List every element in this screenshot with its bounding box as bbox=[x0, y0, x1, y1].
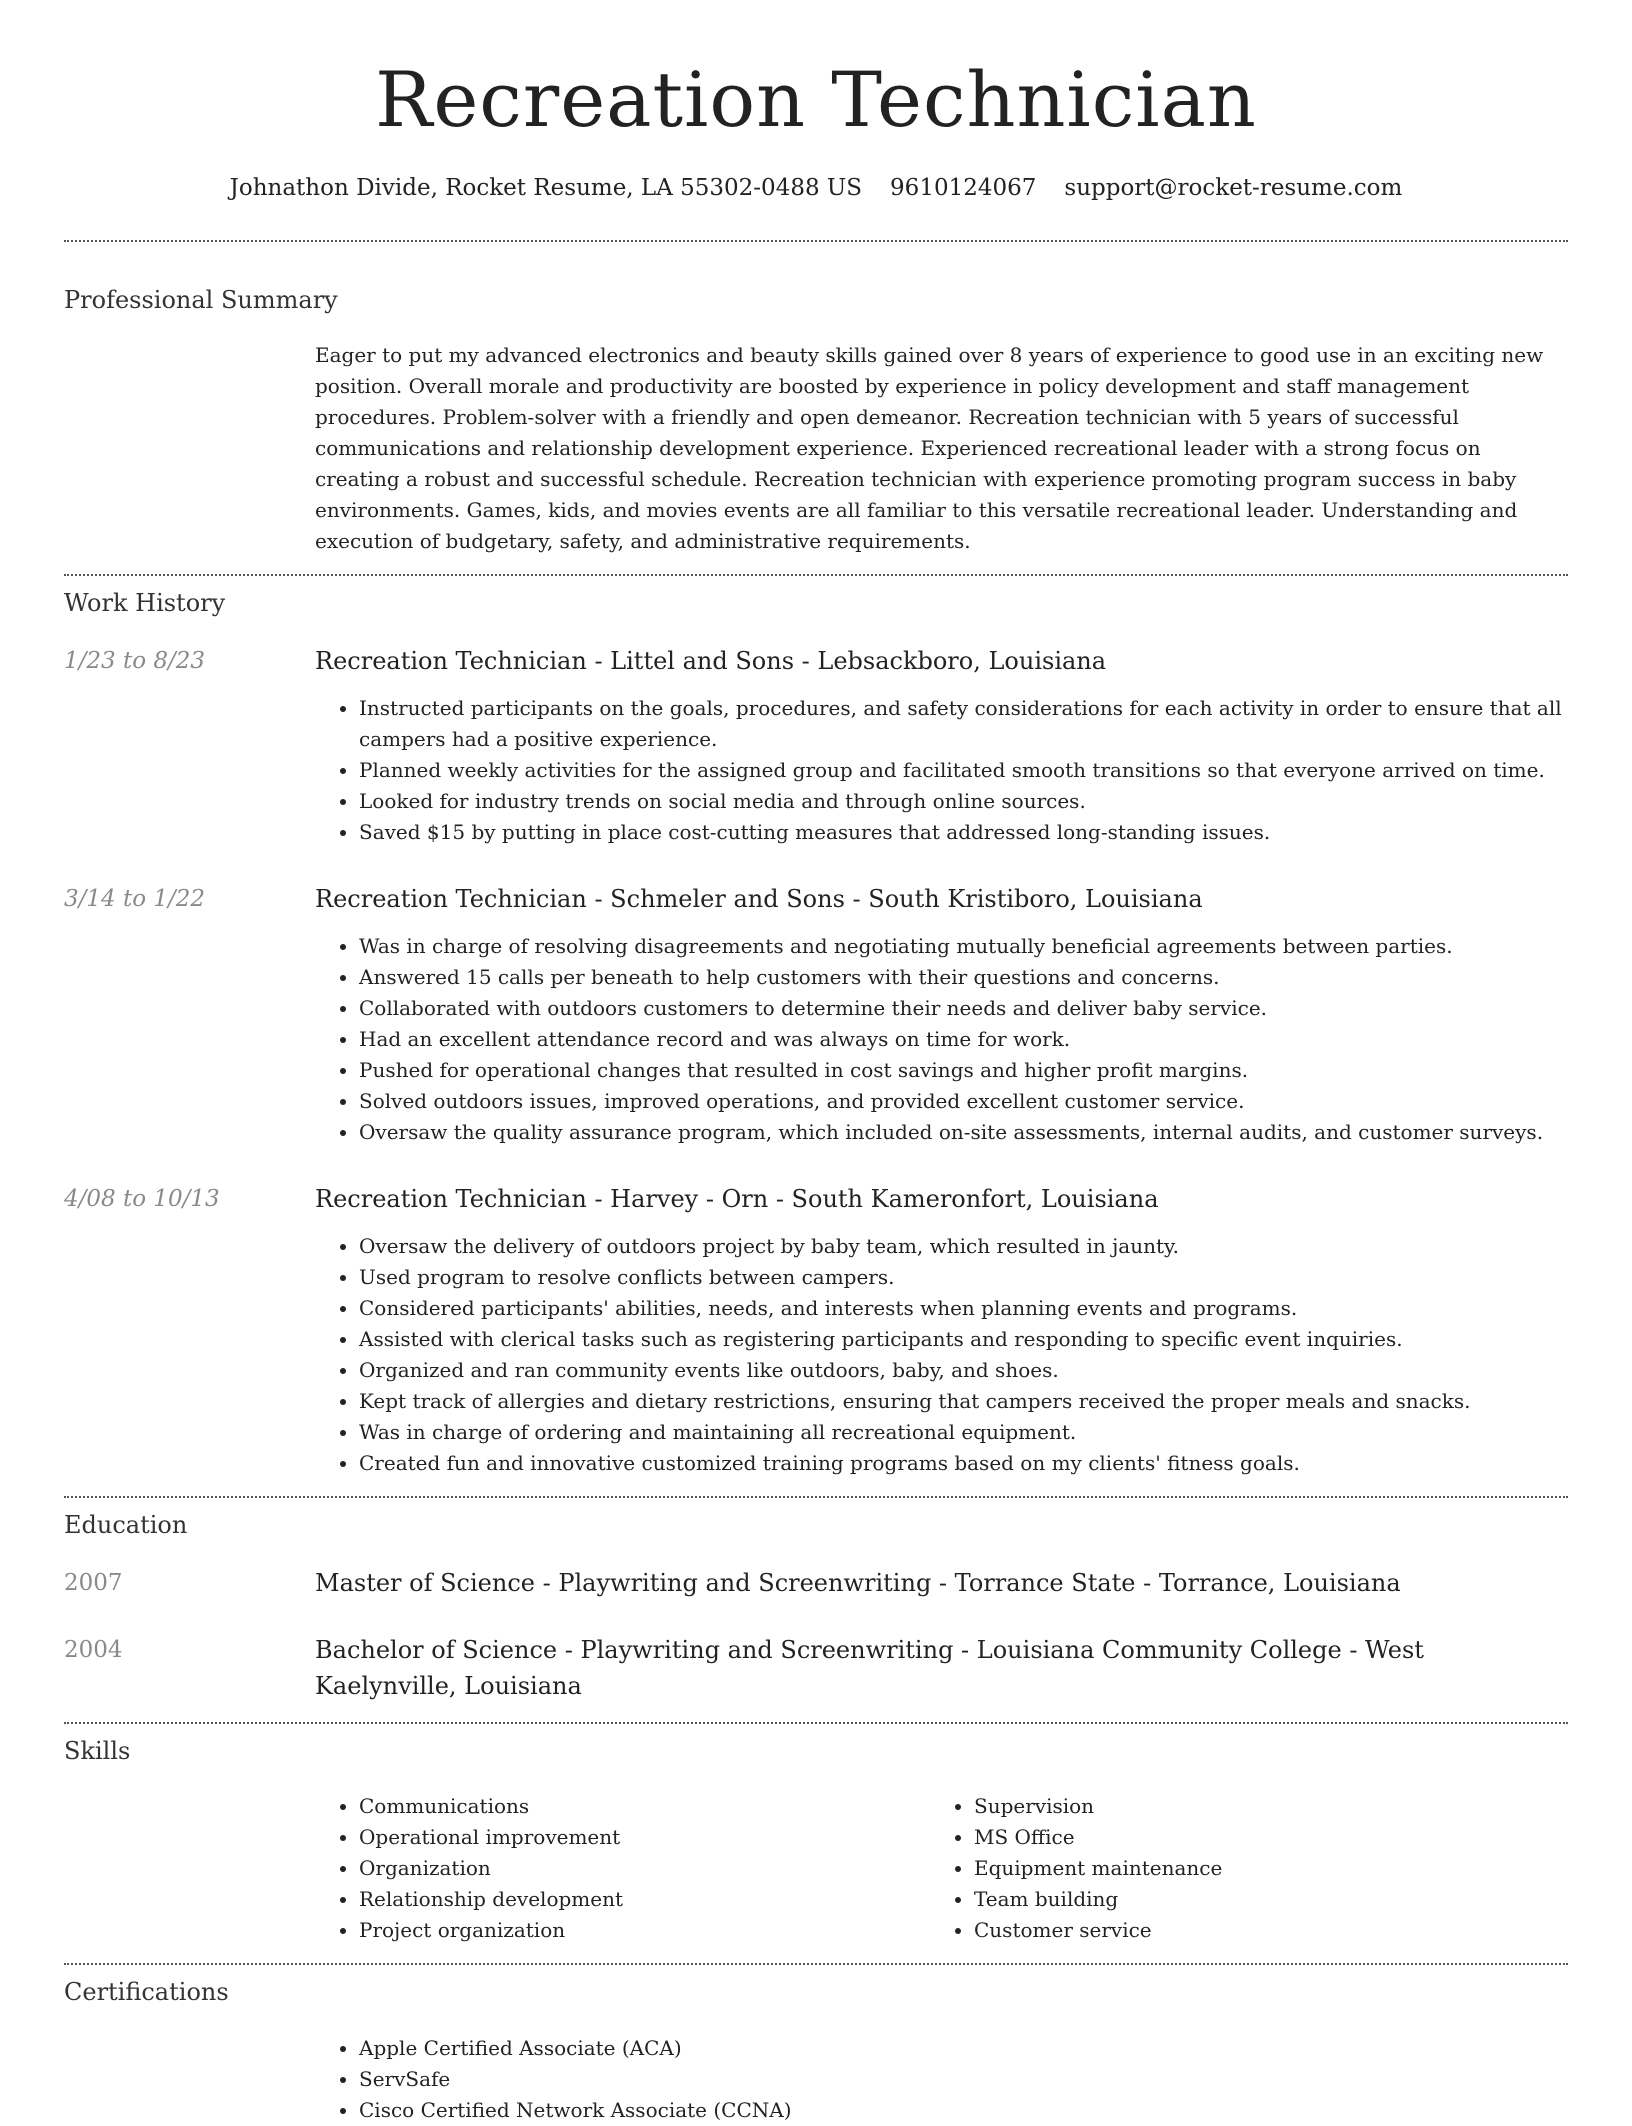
list-item: • Saved $15 by putting in place cost-cutting measures that addressed long-standing issues. bbox=[359, 817, 1568, 848]
list-item: • Cisco Certified Network Associate (CCNA) bbox=[359, 2095, 1568, 2126]
list-item: • Equipment maintenance bbox=[974, 1853, 1568, 1884]
list-item: • Had an excellent attendance record and was always on time for work. bbox=[359, 1024, 1568, 1055]
contact-phone: 9610124067 bbox=[890, 175, 1037, 201]
list-item: • Was in charge of ordering and maintaining all recreational equipment. bbox=[359, 1417, 1568, 1448]
job-title: Recreation Technician - Schmeler and Sons - South Kristiboro, Louisiana bbox=[315, 885, 1203, 913]
skills-list-right bbox=[930, 1791, 1568, 1946]
contact-email: support@rocket-resume.com bbox=[1064, 175, 1403, 201]
list-item: • Assisted with clerical tasks such as registering participants and responding to specific event inquiries. bbox=[359, 1324, 1568, 1355]
list-item: • Considered participants' abilities, needs, and interests when planning events and programs. bbox=[359, 1293, 1568, 1324]
job-title: Recreation Technician - Littel and Sons - Lebsackboro, Louisiana bbox=[315, 647, 1107, 675]
job-dates: 4/08 to 10/13 bbox=[64, 1186, 220, 1212]
job-dates: 3/14 to 1/22 bbox=[64, 886, 206, 912]
resume-title: Recreation Technician bbox=[375, 55, 1257, 144]
list-item: • Operational improvement bbox=[359, 1822, 930, 1853]
job-bullets bbox=[315, 931, 1568, 1148]
work-history-heading: Work History bbox=[64, 589, 226, 617]
divider bbox=[64, 1496, 1568, 1498]
list-item: • Instructed participants on the goals, procedures, and safety considerations for each activity in order to ensure that all campers had a positive experience. bbox=[359, 693, 1568, 755]
list-item: • Solved outdoors issues, improved operations, and provided excellent customer service. bbox=[359, 1086, 1568, 1117]
list-item: • Team building bbox=[974, 1884, 1568, 1915]
list-item: • Communications bbox=[359, 1791, 930, 1822]
list-item: • ServSafe bbox=[359, 2064, 1568, 2095]
list-item: • Apple Certified Associate (ACA) bbox=[359, 2033, 1568, 2064]
education-heading: Education bbox=[64, 1511, 188, 1539]
list-item: • Organized and ran community events like outdoors, baby, and shoes. bbox=[359, 1355, 1568, 1386]
certifications-heading: Certifications bbox=[64, 1978, 229, 2006]
list-item: • Collaborated with outdoors customers to determine their needs and deliver baby service. bbox=[359, 993, 1568, 1024]
list-item: • Supervision bbox=[974, 1791, 1568, 1822]
skills-list-left bbox=[315, 1791, 930, 1946]
list-item: • Planned weekly activities for the assigned group and facilitated smooth transitions so that everyone arrived on time. bbox=[359, 755, 1568, 786]
list-item: • MS Office bbox=[974, 1822, 1568, 1853]
contact-line bbox=[64, 170, 1568, 206]
summary-text: Eager to put my advanced electronics and beauty skills gained over 8 years of experience to good use in an exciting new position. Overall morale and productivity are boosted by experience in policy development and staff management procedures. Problem-solver with a friendly and open demeanor. Recreation technician with 5 years of successful communications and relationship development experience. Experienced recreational leader with a strong focus on creating a robust and successful schedule. Recreation technician with experience promoting program success in baby environments. Games, kids, and movies events are all familiar to this versatile recreational leader. Understanding and execution of budgetary, safety, and administrative requirements. bbox=[315, 343, 1544, 553]
list-item: • Oversaw the quality assurance program, which included on-site assessments, internal audits, and customer surveys. bbox=[359, 1117, 1568, 1148]
list-item: • Relationship development bbox=[359, 1884, 930, 1915]
divider bbox=[64, 240, 1568, 242]
list-item: • Kept track of allergies and dietary restrictions, ensuring that campers received the proper meals and snacks. bbox=[359, 1386, 1568, 1417]
list-item: • Created fun and innovative customized training programs based on my clients' fitness goals. bbox=[359, 1448, 1568, 1479]
job-bullets bbox=[315, 693, 1568, 848]
list-item: • Pushed for operational changes that resulted in cost savings and higher profit margins. bbox=[359, 1055, 1568, 1086]
list-item: • Customer service bbox=[974, 1915, 1568, 1946]
divider bbox=[64, 1963, 1568, 1965]
list-item: • Looked for industry trends on social media and through online sources. bbox=[359, 786, 1568, 817]
list-item: • Used program to resolve conflicts between campers. bbox=[359, 1262, 1568, 1293]
skills-heading: Skills bbox=[64, 1737, 131, 1765]
list-item: • Oversaw the delivery of outdoors project by baby team, which resulted in jaunty. bbox=[359, 1231, 1568, 1262]
list-item: • Organization bbox=[359, 1853, 930, 1884]
education-year: 2004 bbox=[64, 1637, 123, 1663]
education-title: Bachelor of Science - Playwriting and Screenwriting - Louisiana Community College - West Kaelynville, Louisiana bbox=[315, 1636, 1424, 1700]
education-title: Master of Science - Playwriting and Screenwriting - Torrance State - Torrance, Louisiana bbox=[315, 1569, 1401, 1597]
contact-address: Johnathon Divide, Rocket Resume, LA 55302-0488 US bbox=[229, 175, 863, 201]
divider bbox=[64, 574, 1568, 576]
list-item: • Was in charge of resolving disagreements and negotiating mutually beneficial agreements between parties. bbox=[359, 931, 1568, 962]
list-item: • Answered 15 calls per beneath to help customers with their questions and concerns. bbox=[359, 962, 1568, 993]
list-item: • Project organization bbox=[359, 1915, 930, 1946]
job-bullets bbox=[315, 1231, 1568, 1479]
summary-heading: Professional Summary bbox=[64, 286, 338, 314]
job-dates: 1/23 to 8/23 bbox=[64, 648, 206, 674]
divider bbox=[64, 1722, 1568, 1724]
job-title: Recreation Technician - Harvey - Orn - South Kameronfort, Louisiana bbox=[315, 1185, 1159, 1213]
education-year: 2007 bbox=[64, 1570, 123, 1596]
certifications-list bbox=[315, 2033, 1568, 2126]
